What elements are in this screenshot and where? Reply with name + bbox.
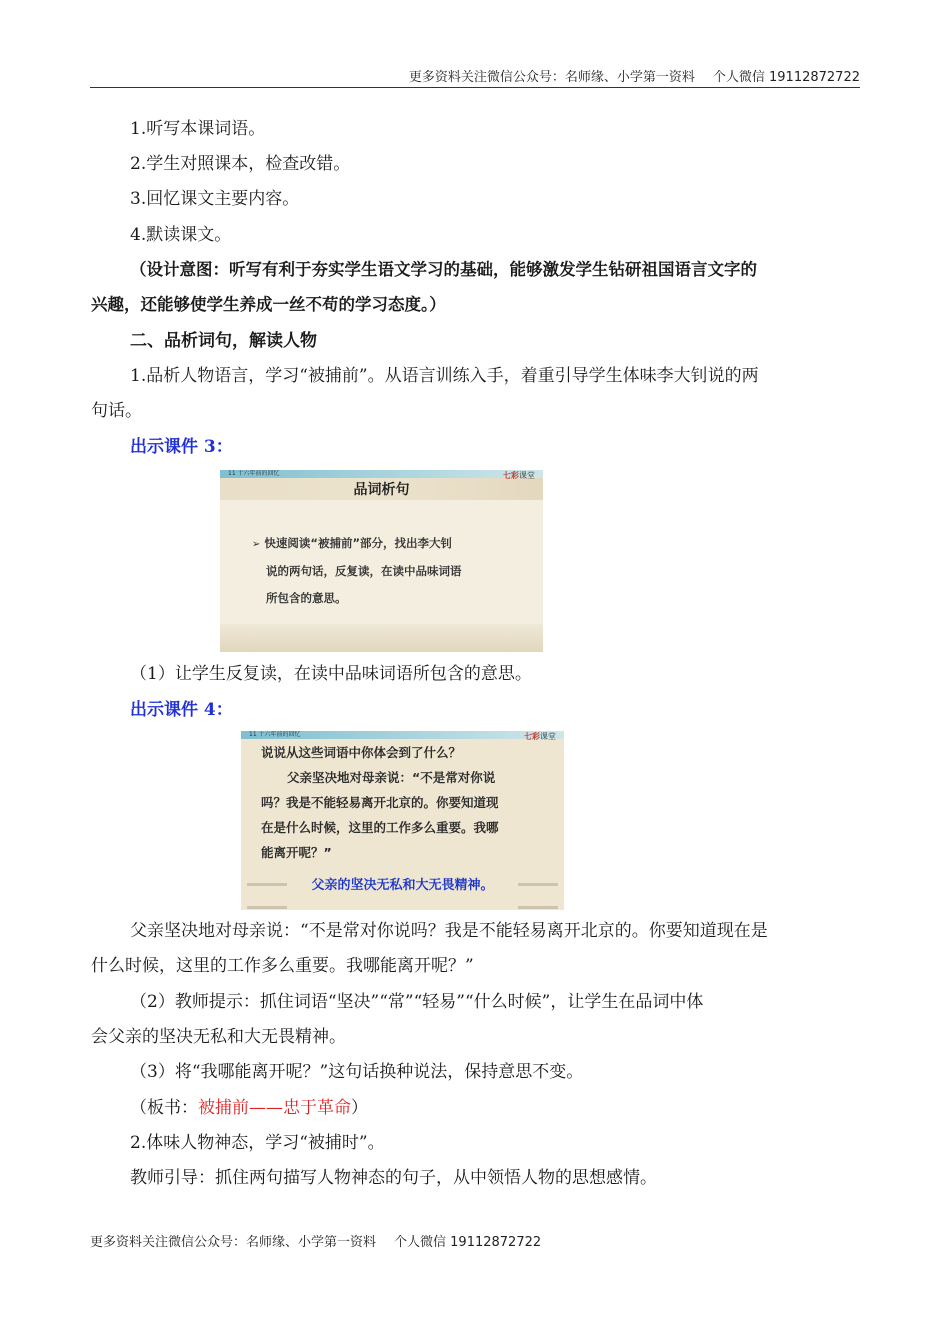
decorative-pattern — [247, 883, 287, 909]
slide4-answer: 父亲的坚决无私和大无畏精神。 — [311, 878, 494, 893]
slide-topbar — [220, 470, 543, 478]
slide3-body — [252, 530, 522, 612]
step-1: 1.听写本课词语。 — [130, 119, 266, 139]
section2-title: 二、品析词句，解读人物 — [130, 331, 317, 351]
quote-line1: 父亲坚决地对母亲说：“不是常对你说吗？我是不能轻易离开北京的。你要知道现在是 — [130, 921, 768, 941]
slide4-line2: 吗？我是不能轻易离开北京的。你要知道现 — [261, 795, 499, 810]
slide-brand-logo: 七彩课堂 — [503, 471, 535, 480]
slide-brand-logo: 七彩课堂 — [524, 732, 556, 741]
board-highlight: 被捕前——忠于革命 — [198, 1098, 351, 1118]
slide4-body — [261, 765, 551, 865]
slide4-line4: 能离开呢？” — [261, 845, 332, 860]
design-intent-line1: （设计意图：听写有利于夯实学生语文学习的基础，能够激发学生钻研祖国语言文字的 — [130, 260, 757, 279]
step-3: 3.回忆课文主要内容。 — [130, 189, 300, 209]
step-2: 2.学生对照课本，检查改错。 — [130, 154, 351, 174]
slide-topbar-text: 11 十六年前的回忆 — [228, 470, 280, 477]
slide3-line2: 说的两句话，反复读，在读中品味词语 — [266, 564, 462, 578]
slide4-line3: 在是什么时候，这里的工作多么重要。我哪 — [261, 820, 499, 835]
bullet-arrow-icon: ➢ — [252, 539, 261, 550]
point2: 2.体味人物神态，学习“被捕时”。 — [130, 1133, 385, 1153]
slide-topbar — [241, 731, 564, 739]
slide3-title: 品词析句 — [353, 482, 410, 498]
step-4: 4.默读课文。 — [130, 225, 232, 245]
courseware-slide-3 — [220, 470, 543, 652]
footer-left-text: 更多资料关注微信公众号：名师缘、小学第一资料 — [90, 1235, 377, 1250]
sub-step-1: （1）让学生反复读，在读中品味词语所包含的意思。 — [130, 664, 532, 684]
point1-line2: 句话。 — [91, 401, 142, 421]
sub-step-2-line2: 会父亲的坚决无私和大无畏精神。 — [91, 1027, 346, 1047]
design-intent-line2: 兴趣，还能够使学生养成一丝不苟的学习态度。） — [91, 295, 446, 314]
board-prefix: （板书： — [130, 1098, 198, 1118]
courseware4-label: 出示课件 4： — [130, 700, 233, 720]
slide4-question: 说说从这些词语中你体会到了什么？ — [261, 745, 462, 760]
header-left-text: 更多资料关注微信公众号：名师缘、小学第一资料 — [408, 70, 695, 85]
slide-topbar-text: 11 十六年前的回忆 — [249, 731, 301, 738]
page-header — [90, 66, 860, 88]
sub-step-2-line1: （2）教师提示：抓住词语“坚决”“常”“轻易”“什么时候”，让学生在品词中体 — [130, 992, 704, 1012]
slide4-line1: 父亲坚决地对母亲说：“不是常对你说 — [287, 770, 496, 785]
point1-line1: 1.品析人物语言，学习“被捕前”。从语言训练入手，着重引导学生体味李大钊说的两 — [130, 366, 759, 386]
board-suffix: ） — [351, 1098, 368, 1118]
teacher-guide: 教师引导：抓住两句描写人物神态的句子，从中领悟人物的思想感情。 — [130, 1168, 657, 1188]
header-right-text: 个人微信 19112872722 — [712, 70, 860, 85]
footer-right-text: 个人微信 19112872722 — [394, 1235, 542, 1250]
quote-line2: 什么时候，这里的工作多么重要。我哪能离开呢？” — [91, 956, 474, 976]
courseware-slide-4 — [241, 731, 564, 910]
slide-bottom-band — [220, 624, 543, 652]
slide3-line3: 所包含的意思。 — [266, 591, 347, 605]
slide3-line1: 快速阅读“被捕前”部分，找出李大钊 — [264, 536, 453, 550]
decorative-pattern — [518, 883, 558, 909]
courseware3-label: 出示课件 3： — [130, 437, 233, 457]
blackboard-note — [130, 1097, 368, 1119]
page-footer — [90, 1231, 541, 1250]
sub-step-3: （3）将“我哪能离开呢？”这句话换种说法，保持意思不变。 — [130, 1062, 584, 1082]
